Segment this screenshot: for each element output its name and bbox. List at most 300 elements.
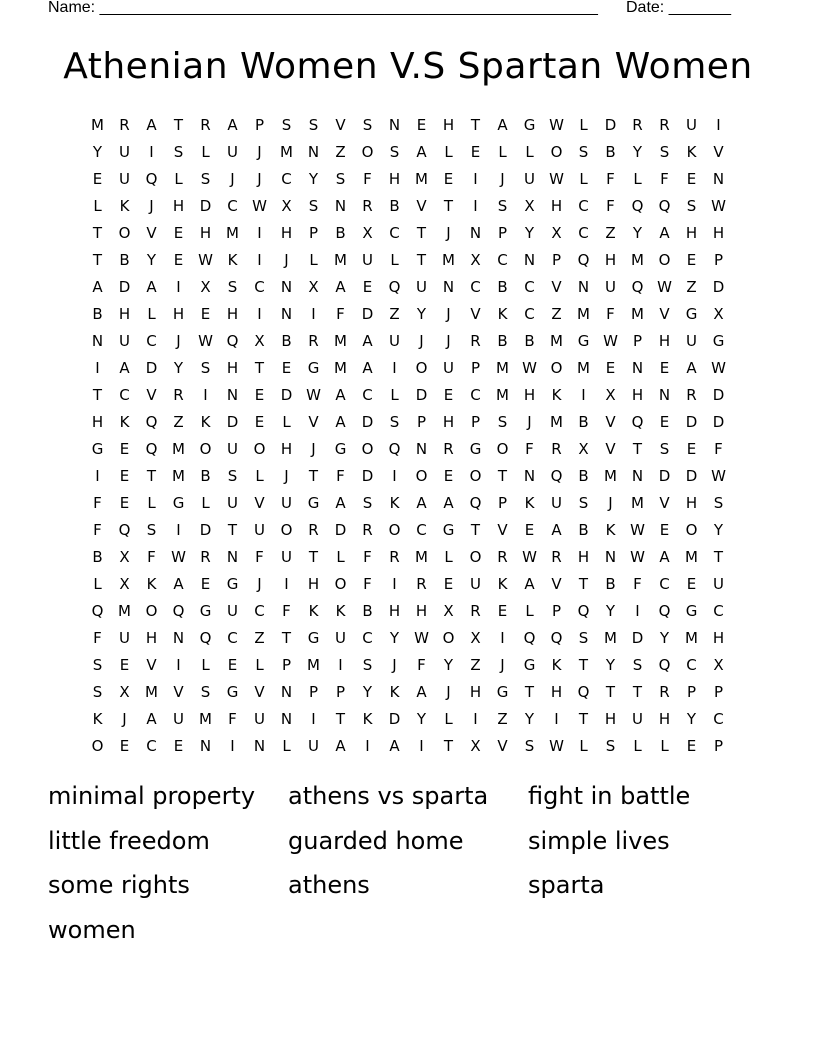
grid-letter: X (470, 629, 481, 647)
grid-letter: I (257, 224, 262, 242)
grid-letter: K (335, 602, 346, 620)
grid-letter: Q (91, 602, 104, 620)
grid-letter: V (551, 575, 562, 593)
grid-letter: X (200, 278, 211, 296)
grid-letter: N (577, 278, 590, 296)
grid-letter: C (227, 197, 238, 215)
grid-row (84, 436, 732, 463)
grid-letter: M (496, 359, 509, 377)
grid-letter: X (119, 575, 130, 593)
grid-row (84, 463, 732, 490)
grid-letter: J (176, 332, 181, 350)
grid-letter: G (199, 602, 212, 620)
grid-row (84, 166, 732, 193)
grid-letter: T (281, 629, 292, 647)
grid-letter: C (254, 602, 265, 620)
grid-letter: A (335, 494, 346, 512)
grid-letter: F (336, 467, 345, 485)
grid-letter: T (632, 440, 643, 458)
grid-letter: H (415, 602, 428, 620)
grid-letter: I (338, 656, 343, 674)
grid-letter: Q (118, 521, 131, 539)
grid-letter: H (712, 224, 725, 242)
grid-letter: Y (632, 224, 643, 242)
grid-letter: D (361, 305, 374, 323)
grid-letter: M (91, 116, 104, 134)
grid-letter: T (227, 521, 238, 539)
grid-letter: P (713, 251, 724, 269)
grid-letter: V (605, 413, 616, 431)
grid-letter: F (606, 170, 615, 188)
grid-letter: H (442, 116, 455, 134)
grid-letter: X (119, 548, 130, 566)
grid-letter: G (442, 521, 455, 539)
grid-letter: Q (145, 413, 158, 431)
grid-letter: Z (173, 413, 184, 431)
grid-letter: X (470, 737, 481, 755)
grid-letter: U (470, 575, 481, 593)
grid-letter: I (176, 656, 181, 674)
grid-letter: F (93, 494, 102, 512)
grid-letter: Q (577, 683, 590, 701)
grid-letter: I (95, 359, 100, 377)
word-list-item: sparta (528, 871, 605, 899)
grid-letter: X (281, 197, 292, 215)
grid-letter: W (198, 251, 213, 269)
grid-letter: G (712, 332, 725, 350)
grid-letter: H (280, 224, 293, 242)
grid-letter: R (389, 548, 400, 566)
grid-letter: E (119, 440, 130, 458)
grid-letter: W (603, 332, 618, 350)
grid-letter: Y (362, 683, 373, 701)
grid-letter: P (470, 413, 481, 431)
grid-letter: I (365, 737, 370, 755)
grid-letter: P (713, 737, 724, 755)
grid-letter: U (362, 251, 373, 269)
grid-letter: X (605, 386, 616, 404)
grid-letter: Y (659, 629, 670, 647)
grid-letter: W (657, 278, 672, 296)
grid-letter: A (173, 575, 184, 593)
grid-letter: S (578, 494, 589, 512)
grid-letter: H (226, 359, 239, 377)
word-list (48, 780, 768, 958)
grid-letter: E (119, 494, 130, 512)
grid-letter: R (200, 116, 211, 134)
grid-letter: C (524, 278, 535, 296)
grid-letter: B (335, 224, 346, 242)
grid-letter: Z (497, 710, 508, 728)
grid-letter: H (658, 710, 671, 728)
grid-letter: C (119, 386, 130, 404)
grid-letter: M (334, 359, 347, 377)
grid-letter: D (388, 710, 401, 728)
grid-letter: X (470, 251, 481, 269)
grid-row (84, 112, 732, 139)
grid-letter: A (686, 359, 697, 377)
grid-letter: T (92, 386, 103, 404)
grid-letter: D (226, 413, 239, 431)
grid-letter: H (388, 602, 401, 620)
grid-letter: O (469, 467, 482, 485)
grid-letter: I (716, 116, 721, 134)
grid-letter: I (635, 602, 640, 620)
grid-letter: L (282, 737, 291, 755)
grid-letter: U (254, 521, 265, 539)
grid-letter: K (92, 710, 103, 728)
grid-letter: N (712, 170, 725, 188)
grid-letter: K (605, 521, 616, 539)
grid-letter: N (469, 224, 482, 242)
grid-letter: O (415, 359, 428, 377)
grid-row (84, 625, 732, 652)
grid-letter: R (659, 683, 670, 701)
grid-letter: S (362, 656, 373, 674)
grid-letter: T (713, 548, 724, 566)
grid-letter: U (173, 710, 184, 728)
grid-letter: G (307, 494, 320, 512)
grid-letter: W (198, 332, 213, 350)
grid-letter: G (523, 656, 536, 674)
grid-letter: D (361, 413, 374, 431)
grid-letter: J (311, 440, 316, 458)
grid-letter: Q (388, 278, 401, 296)
grid-letter: M (118, 602, 131, 620)
name-field-label: Name: ________________________________________________________ (48, 0, 598, 16)
grid-letter: F (606, 197, 615, 215)
grid-letter: X (362, 224, 373, 242)
grid-letter: B (92, 548, 103, 566)
grid-letter: T (524, 683, 535, 701)
grid-letter: T (470, 116, 481, 134)
grid-row (84, 679, 732, 706)
grid-letter: K (524, 494, 535, 512)
grid-letter: Z (389, 305, 400, 323)
grid-letter: F (633, 575, 642, 593)
grid-letter: J (257, 143, 262, 161)
grid-letter: G (307, 629, 320, 647)
grid-letter: S (92, 656, 103, 674)
grid-letter: A (362, 332, 373, 350)
grid-letter: L (282, 413, 291, 431)
grid-letter: Q (145, 440, 158, 458)
grid-letter: I (581, 386, 586, 404)
grid-letter: M (280, 143, 293, 161)
grid-letter: H (469, 683, 482, 701)
grid-letter: R (443, 440, 454, 458)
grid-letter: G (226, 683, 239, 701)
grid-letter: O (145, 602, 158, 620)
grid-letter: F (336, 305, 345, 323)
grid-letter: E (200, 305, 211, 323)
grid-letter: T (632, 683, 643, 701)
grid-letter: E (659, 359, 670, 377)
grid-letter: E (173, 251, 184, 269)
grid-letter: F (363, 575, 372, 593)
grid-letter: P (632, 332, 643, 350)
grid-letter: T (578, 656, 589, 674)
grid-letter: H (577, 548, 590, 566)
grid-letter: L (579, 116, 588, 134)
grid-letter: G (172, 494, 185, 512)
grid-letter: K (497, 575, 508, 593)
grid-letter: H (631, 386, 644, 404)
grid-letter: M (172, 440, 185, 458)
grid-letter: H (172, 305, 185, 323)
grid-letter: L (633, 737, 642, 755)
grid-letter: N (523, 251, 536, 269)
grid-letter: S (227, 278, 238, 296)
grid-letter: C (470, 278, 481, 296)
grid-letter: N (280, 710, 293, 728)
grid-letter: Y (389, 629, 400, 647)
grid-row (84, 571, 732, 598)
grid-letter: Q (145, 170, 158, 188)
grid-letter: L (579, 170, 588, 188)
grid-letter: H (604, 251, 617, 269)
grid-letter: U (281, 548, 292, 566)
grid-row (84, 355, 732, 382)
word-list-item: athens (288, 871, 370, 899)
grid-letter: N (415, 440, 428, 458)
grid-row (84, 247, 732, 274)
grid-letter: N (253, 737, 266, 755)
grid-letter: E (173, 224, 184, 242)
grid-letter: J (284, 251, 289, 269)
grid-letter: U (119, 143, 130, 161)
grid-row (84, 652, 732, 679)
grid-letter: M (442, 251, 455, 269)
grid-letter: A (497, 116, 508, 134)
grid-letter: L (660, 737, 669, 755)
word-list-item: simple lives (528, 826, 670, 855)
grid-letter: K (362, 710, 373, 728)
grid-letter: H (172, 197, 185, 215)
grid-letter: Q (631, 413, 644, 431)
grid-letter: R (686, 386, 697, 404)
grid-letter: M (226, 224, 239, 242)
grid-letter: S (200, 170, 211, 188)
grid-letter: J (446, 224, 451, 242)
grid-letter: C (281, 170, 292, 188)
grid-letter: Q (199, 629, 212, 647)
grid-letter: Y (308, 170, 319, 188)
grid-letter: Y (524, 710, 535, 728)
grid-letter: S (227, 467, 238, 485)
grid-letter: S (362, 494, 373, 512)
puzzle-title: Athenian Women V.S Spartan Women (63, 46, 753, 87)
grid-letter: J (527, 413, 532, 431)
grid-letter: I (473, 197, 478, 215)
grid-row (84, 220, 732, 247)
grid-letter: M (577, 305, 590, 323)
grid-row (84, 274, 732, 301)
grid-letter: I (473, 710, 478, 728)
grid-letter: W (522, 359, 537, 377)
grid-letter: S (659, 143, 670, 161)
grid-letter: V (416, 197, 427, 215)
grid-letter: M (604, 467, 617, 485)
grid-letter: U (605, 278, 616, 296)
grid-letter: R (659, 116, 670, 134)
grid-letter: Q (469, 494, 482, 512)
grid-letter: L (444, 710, 453, 728)
grid-letter: L (525, 602, 534, 620)
grid-letter: B (362, 602, 373, 620)
grid-letter: B (578, 413, 589, 431)
grid-letter: E (281, 359, 292, 377)
grid-letter: O (199, 440, 212, 458)
grid-letter: G (523, 116, 536, 134)
grid-letter: J (392, 656, 397, 674)
grid-letter: A (659, 548, 670, 566)
grid-letter: Q (631, 197, 644, 215)
grid-letter: N (307, 143, 320, 161)
grid-letter: X (713, 656, 724, 674)
grid-letter: B (605, 575, 616, 593)
grid-letter: Z (551, 305, 562, 323)
grid-letter: U (308, 737, 319, 755)
word-list-item: some rights (48, 871, 190, 899)
grid-letter: P (551, 251, 562, 269)
grid-letter: U (227, 602, 238, 620)
grid-letter: S (200, 683, 211, 701)
grid-letter: S (335, 170, 346, 188)
grid-row (84, 139, 732, 166)
grid-letter: C (389, 224, 400, 242)
grid-letter: M (685, 629, 698, 647)
grid-letter: A (119, 359, 130, 377)
grid-letter: N (226, 548, 239, 566)
grid-letter: E (443, 575, 454, 593)
grid-letter: T (578, 575, 589, 593)
grid-letter: X (254, 332, 265, 350)
grid-letter: C (146, 332, 157, 350)
grid-letter: R (362, 197, 373, 215)
grid-letter: Q (226, 332, 239, 350)
grid-letter: T (497, 467, 508, 485)
grid-letter: I (311, 710, 316, 728)
grid-letter: S (497, 413, 508, 431)
grid-letter: W (711, 359, 726, 377)
grid-letter: U (254, 710, 265, 728)
grid-letter: Q (658, 197, 671, 215)
grid-letter: A (416, 143, 427, 161)
grid-letter: V (605, 440, 616, 458)
grid-letter: Y (605, 656, 616, 674)
grid-letter: A (524, 575, 535, 593)
grid-letter: K (119, 413, 130, 431)
grid-letter: O (469, 548, 482, 566)
grid-letter: U (686, 116, 697, 134)
grid-letter: K (146, 575, 157, 593)
grid-letter: F (606, 305, 615, 323)
grid-letter: A (227, 116, 238, 134)
grid-letter: S (578, 143, 589, 161)
grid-letter: X (119, 683, 130, 701)
grid-letter: L (498, 143, 507, 161)
grid-letter: L (147, 305, 156, 323)
grid-letter: Z (605, 224, 616, 242)
grid-letter: K (200, 413, 211, 431)
grid-letter: L (444, 143, 453, 161)
grid-letter: Q (577, 602, 590, 620)
grid-letter: H (388, 170, 401, 188)
grid-letter: O (415, 467, 428, 485)
grid-letter: N (658, 386, 671, 404)
grid-letter: I (473, 170, 478, 188)
grid-letter: J (230, 170, 235, 188)
grid-letter: O (361, 143, 374, 161)
grid-letter: V (146, 386, 157, 404)
grid-letter: R (416, 575, 427, 593)
grid-letter: Q (172, 602, 185, 620)
grid-letter: D (604, 116, 617, 134)
grid-letter: S (686, 197, 697, 215)
grid-letter: P (497, 494, 508, 512)
grid-letter: H (145, 629, 158, 647)
grid-letter: L (390, 251, 399, 269)
grid-letter: E (605, 359, 616, 377)
grid-letter: Y (632, 143, 643, 161)
grid-letter: C (524, 305, 535, 323)
grid-letter: L (93, 575, 102, 593)
grid-letter: E (686, 440, 697, 458)
grid-letter: A (335, 278, 346, 296)
grid-letter: J (122, 710, 127, 728)
grid-letter: M (685, 548, 698, 566)
grid-letter: U (416, 278, 427, 296)
grid-letter: J (500, 170, 505, 188)
grid-letter: N (631, 359, 644, 377)
grid-letter: H (199, 224, 212, 242)
grid-row (84, 517, 732, 544)
grid-letter: C (362, 629, 373, 647)
grid-letter: R (119, 116, 130, 134)
grid-letter: S (632, 656, 643, 674)
grid-letter: X (713, 305, 724, 323)
grid-letter: T (308, 548, 319, 566)
grid-letter: N (199, 737, 212, 755)
grid-letter: R (470, 332, 481, 350)
grid-letter: U (227, 143, 238, 161)
grid-letter: A (335, 413, 346, 431)
grid-letter: U (227, 440, 238, 458)
grid-letter: K (227, 251, 238, 269)
grid-letter: H (712, 629, 725, 647)
grid-letter: C (713, 602, 724, 620)
grid-letter: W (630, 548, 645, 566)
grid-letter: M (550, 413, 563, 431)
grid-letter: T (146, 467, 157, 485)
grid-letter: R (497, 548, 508, 566)
grid-letter: U (281, 494, 292, 512)
grid-letter: D (118, 278, 131, 296)
grid-letter: H (658, 332, 671, 350)
grid-letter: W (549, 170, 564, 188)
grid-letter: W (171, 548, 186, 566)
grid-letter: X (524, 197, 535, 215)
grid-letter: I (500, 629, 505, 647)
grid-letter: I (257, 251, 262, 269)
grid-letter: W (252, 197, 267, 215)
grid-letter: F (417, 656, 426, 674)
grid-letter: B (578, 467, 589, 485)
grid-letter: H (685, 224, 698, 242)
word-list-item: minimal property (48, 782, 256, 810)
grid-letter: G (334, 440, 347, 458)
